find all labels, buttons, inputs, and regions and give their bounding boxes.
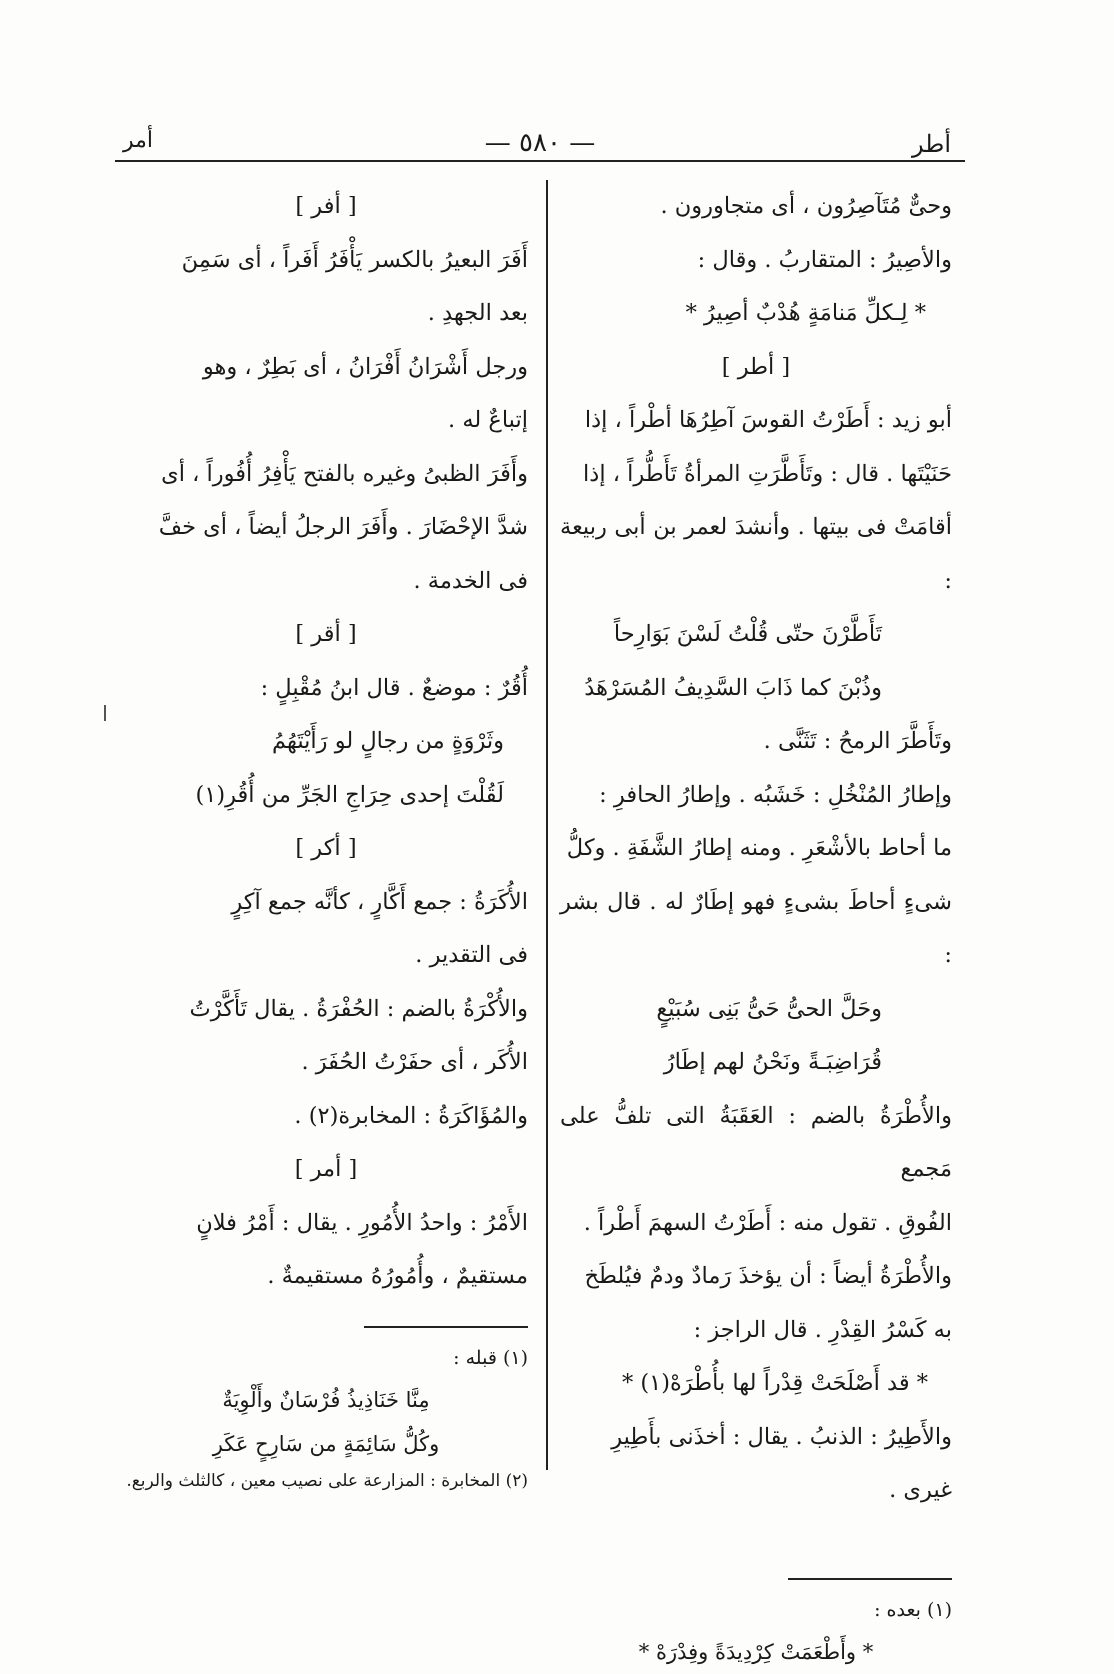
text-line: غيرى . [889, 1477, 952, 1503]
text-line: الأُكَرَةُ : جمع أَكَّارٍ ، كأنَّه جمع آكِرٍ [231, 888, 528, 915]
section-heading: [ أكر ] [295, 835, 357, 861]
footnote-verse: مِنَّا خَنَاذِيذُ فُرْسَانٌ وأَلْوِيَةٌ [222, 1387, 430, 1412]
text-line: أقامَتْ فى بيتها . وأنشدَ لعمر بن أبى ربيعة : [560, 514, 952, 594]
text-line: شدَّ الإحْضَارَ . وأَفَرَ الرجلُ أيضاً ، أى خفَّ [158, 514, 528, 540]
page-number: — ٥٨٠ — [484, 128, 596, 158]
text-line: وحىٌّ مُتَآصِرُون ، أى متجاورون . [660, 193, 952, 219]
verse-line: تَأَطَّرْنَ حتّى قُلْتُ لَسْنَ بَوَارِحاً [613, 621, 882, 647]
verse-line: لَقُلْتَ إحدى حِرَاجِ الجَرِّ من أُقُرِ(١) [195, 781, 504, 808]
section-heading: [ أفر ] [295, 193, 357, 219]
page-header [115, 120, 965, 164]
verse-line: * قد أَصْلَحَتْ قِدْراً لها بأُطْرَهْ(١) * [621, 1370, 928, 1396]
text-line: والمُؤَاكَرَةُ : المخابرة(٢) . [294, 1102, 528, 1129]
text-line: فى التقدير . [415, 942, 528, 968]
running-headword-right: أطر [911, 130, 951, 158]
verse-line: قُرَاضِبَـةً ونَحْنُ لهم إطَارُ [663, 1049, 882, 1075]
verse-line: * لِـكلِّ مَنامَةٍ هُدْبٌ أصِيرُ * [685, 300, 926, 326]
text-line: والأصِيرُ : المتقاربُ . وقال : [697, 246, 952, 273]
text-line: وأَفَرَ الظبىُ وغيره بالفتح يَأْفِرُ أُفُوراً ، أى [161, 460, 528, 487]
verse-line: وثَرْوَةٍ من رجالٍ لو رَأَيْتَهُمُ [272, 728, 504, 754]
text-line: أُقُرٌ : موضعٌ . قال ابنُ مُقْبِلٍ : [260, 674, 528, 701]
column-divider [546, 180, 548, 1470]
text-line: أبو زيد : أَطَرْتُ القوسَ آطِرُهَا أطْراً ، إذا [584, 407, 952, 433]
section-heading: [ أطر ] [721, 353, 791, 380]
footnote-line: (١) بعده : [874, 1598, 952, 1621]
text-line: وتَأَطَّرَ الرمحُ : تَثَنَّى . [763, 728, 952, 754]
footnote-verse: * وأَطْعَمَتْ كِرْدِيدَةً وفِدْرَهْ * [638, 1639, 874, 1664]
section-heading: [ أقر ] [295, 621, 357, 647]
text-line: أَفَرَ البعيرُ بالكسر يَأْفَرُ أَفَراً ، أى سَمِنَ [181, 246, 528, 273]
right-column [560, 180, 952, 1674]
text-line: مستقيمٌ ، وأُمُورُهُ مستقيمةٌ . [267, 1263, 528, 1289]
header-rule [115, 160, 965, 162]
text-line: وإطارُ المُنْخُلِ : خَشَبُه . وإطارُ الحافرِ : [599, 781, 952, 808]
footnote-verse: وكُلُّ سَائِمَةٍ من سَارِحٍ عَكَرِ [212, 1431, 440, 1456]
text-line: شىءٍ أحاطَ بشىءٍ فهو إطَارٌ له . قال بشر : [560, 888, 952, 968]
text-line: فى الخدمة . [413, 567, 528, 594]
verse-line: وذُبْنَ كما ذَابَ السَّدِيفُ المُسَرْهَدُ [584, 674, 882, 701]
text-line: الأَمْرُ : واحدُ الأُمُورِ . يقال : أَمْرُ فلانٍ [196, 1209, 528, 1236]
text-line: الأُكَر ، أى حفَرْتُ الحُفَرَ . [301, 1049, 528, 1075]
text-line: ورجل أَشْرَانُ أَفْرَانُ ، أى بَطِرٌ ، وهو [202, 353, 528, 380]
footnote-rule [364, 1326, 528, 1328]
text-line: حَنَيْتَها . قال : وتَأَطَّرَتِ المرأةُ تَأَطُّراً ، إذا [583, 460, 952, 487]
footnote-line: (١) قبله : [453, 1346, 528, 1369]
verse-line: وحَلَّ الحىُّ حَىُّ بَنِى سُبَيْعٍ [656, 995, 882, 1022]
text-line: إتباعٌ له . [448, 407, 528, 433]
text-line: والأُكْرَةُ بالضم : الحُفْرَةُ . يقال تَأَكَّرْتُ [189, 995, 528, 1022]
text-line: والأُطْرَةُ بالضم : العَقَبَةُ التى تلفُّ على مَجمع [560, 1102, 952, 1182]
text-line: بعد الجهدِ . [427, 300, 528, 326]
running-headword-left: أمر [123, 128, 154, 153]
text-line: الفُوقِ . تقول منه : أَطَرْتُ السهمَ أَطْراً . [583, 1209, 952, 1236]
margin-mark [104, 705, 106, 721]
section-heading: [ أمر ] [294, 1156, 358, 1182]
footnote-line: (٢) المخابرة : المزارعة على نصيب معين ، كالثلث والربع. [126, 1470, 528, 1491]
text-line: به كَسْرُ القِدْرِ . قال الراجز : [693, 1316, 952, 1343]
text-line: ما أحاط بالأشْعَرِ . ومنه إطارُ الشَّفَةِ . وكلُّ [566, 835, 952, 861]
left-column [124, 180, 528, 1496]
text-line: والأُطْرَةُ أيضاً : أن يؤخذَ رَمادٌ ودمٌ فيُلطَخ [584, 1263, 952, 1289]
text-line: والأَطِيرُ : الذنبُ . يقال : أخذَنى بأَطِيرِ [611, 1423, 952, 1450]
